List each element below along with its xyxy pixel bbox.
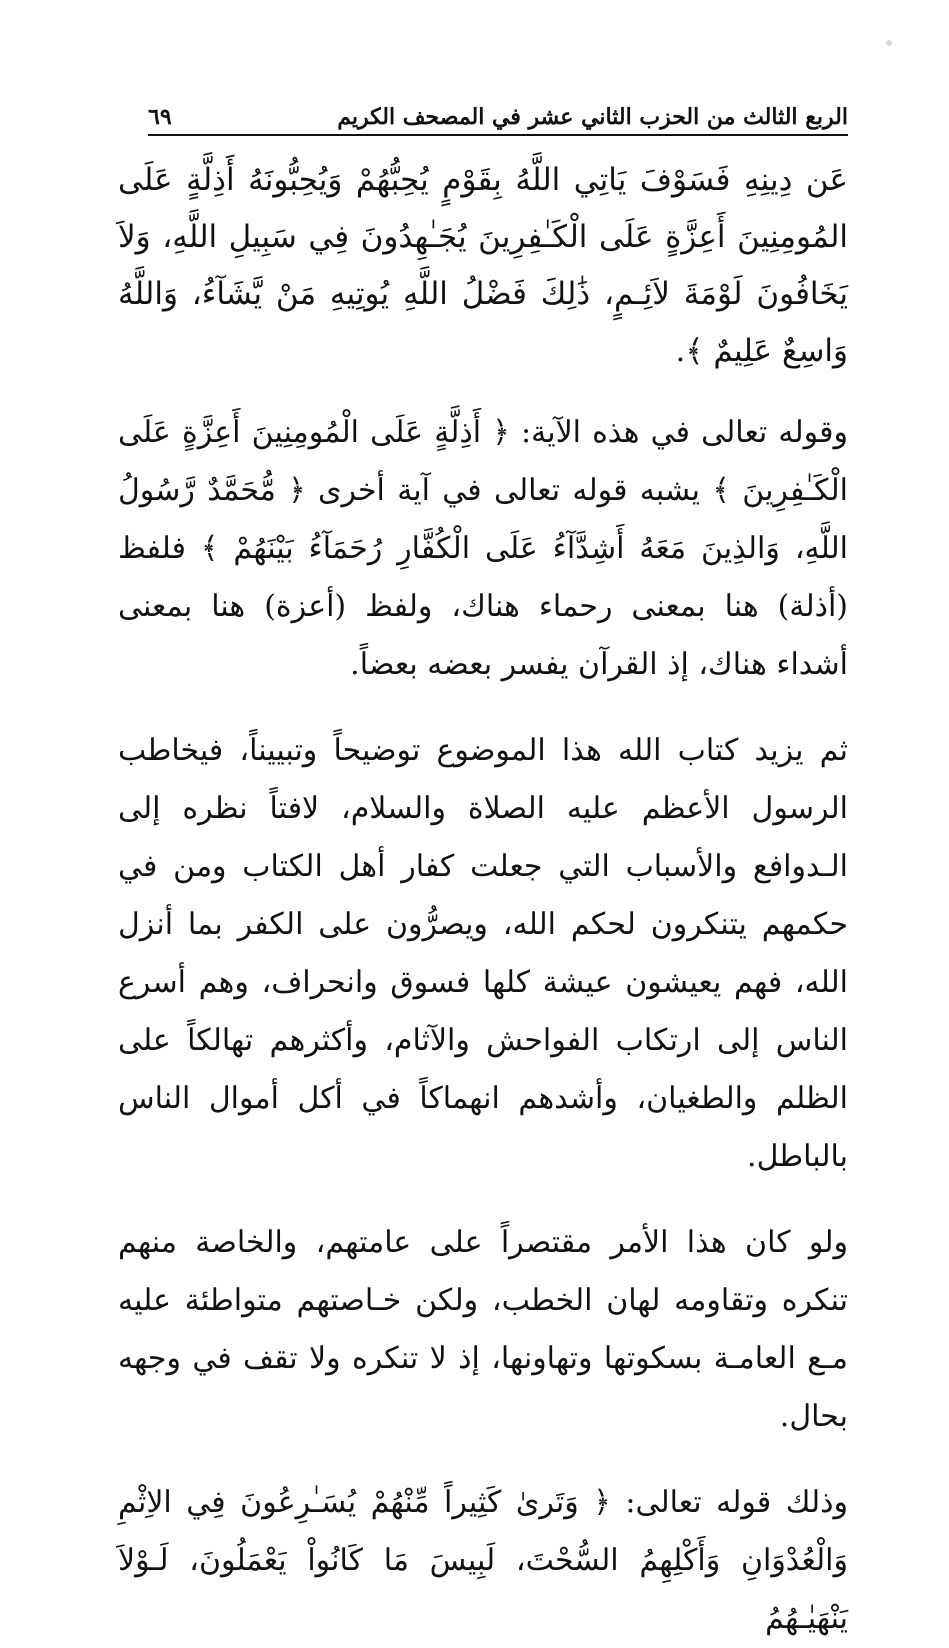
body-text (118, 152, 848, 1648)
scan-speck (886, 40, 892, 46)
page-number: ٦٩ (148, 104, 172, 130)
paragraph-commentary: وقوله تعالى في هذه الآية: ﴿ أَذِلَّةٍ عَلَى الْمُومِنِينَ أَعِزَّةٍ عَلَى الْكَـٰفِرِينَ ﴾ يشبه قوله تعالى في آية أخرى ﴿ مُّحَمَّدٌ رَّسُولُ اللَّهِ، وَالذِينَ مَعَهُ أَشِدَّآءُ عَلَى الْكُفَّارِ رُحَمَآءُ بَيْنَهُمْ ﴾ فلفظ (أذلة) هنا بمعنى رحماء هناك، ولفظ (أعزة) هنا بمعنى أشداء هناك، إذ القرآن يفسر بعضه بعضاً. (118, 415, 848, 682)
paragraph-verse-continuation: عَن دِينِهِ فَسَوْفَ يَاتِي اللَّهُ بِقَوْمٍ يُحِبُّهُمْ وَيُحِبُّونَهُ أَذِلَّةٍ عَلَى المُومِنِينَ أَعِزَّةٍ عَلَى الْكَـٰفِرِينَ يُجَـٰهِدُونَ فِي سَبِيلِ اللَّهِ، وَلاَ يَخَافُونَ لَوْمَةَ لاَئِـمٍ، ذَٰلِكَ فَضْلُ اللَّهِ يُوتِيهِ مَنْ يَّشَآءُ، وَاللَّهُ وَاسِعٌ عَلِيمٌ ﴾. (118, 162, 848, 369)
header-divider (148, 134, 848, 136)
paragraph-explanation: ثم يزيد كتاب الله هذا الموضوع توضيحاً وتبييناً، فيخاطب الرسول الأعظم عليه الصلاة والسلام، لافتاً نظره إلى الـدوافع والأسباب التي جعلت كفار أهل الكتاب ومن في حكمهم يتنكرون لحكم الله، ويصرُّون على الكفر بما أنزل الله، فهم يعيشون عيشة كلها فسوق وانحراف، وهم أسرع الناس إلى ارتكاب الفواحش والآثام، وأكثرهم تهالكاً على الظلم والطغيان، وأشدهم انهماكاً في أكل أموال الناس بالباطل. (118, 733, 848, 1174)
running-header (148, 100, 848, 134)
paragraph-elaboration: ولو كان هذا الأمر مقتصراً على عامتهم، والخاصة منهم تنكره وتقاومه لهان الخطب، ولكن خـاصتهم متواطئة عليه مـع العامـة بسكوتها وتهاونها، إذ لا تنكره ولا تقف في وجهه بحال. (118, 1225, 848, 1434)
paragraph-quoted-verse: وذلك قوله تعالى: ﴿ وَتَرىٰ كَثِيراً مِّنْهُمْ يُسَـٰرِعُونَ فِي الاِثْمِ وَالْعُدْوَانِ وَأَكْلِهِمُ السُّحْتَ، لَبِيسَ مَا كَانُواْ يَعْمَلُونَ، لَـوْلاَ يَنْهَيٰـهُمُ (118, 1485, 848, 1636)
header-title: الربع الثالث من الحزب الثاني عشر في المصحف الكريم (337, 104, 848, 130)
